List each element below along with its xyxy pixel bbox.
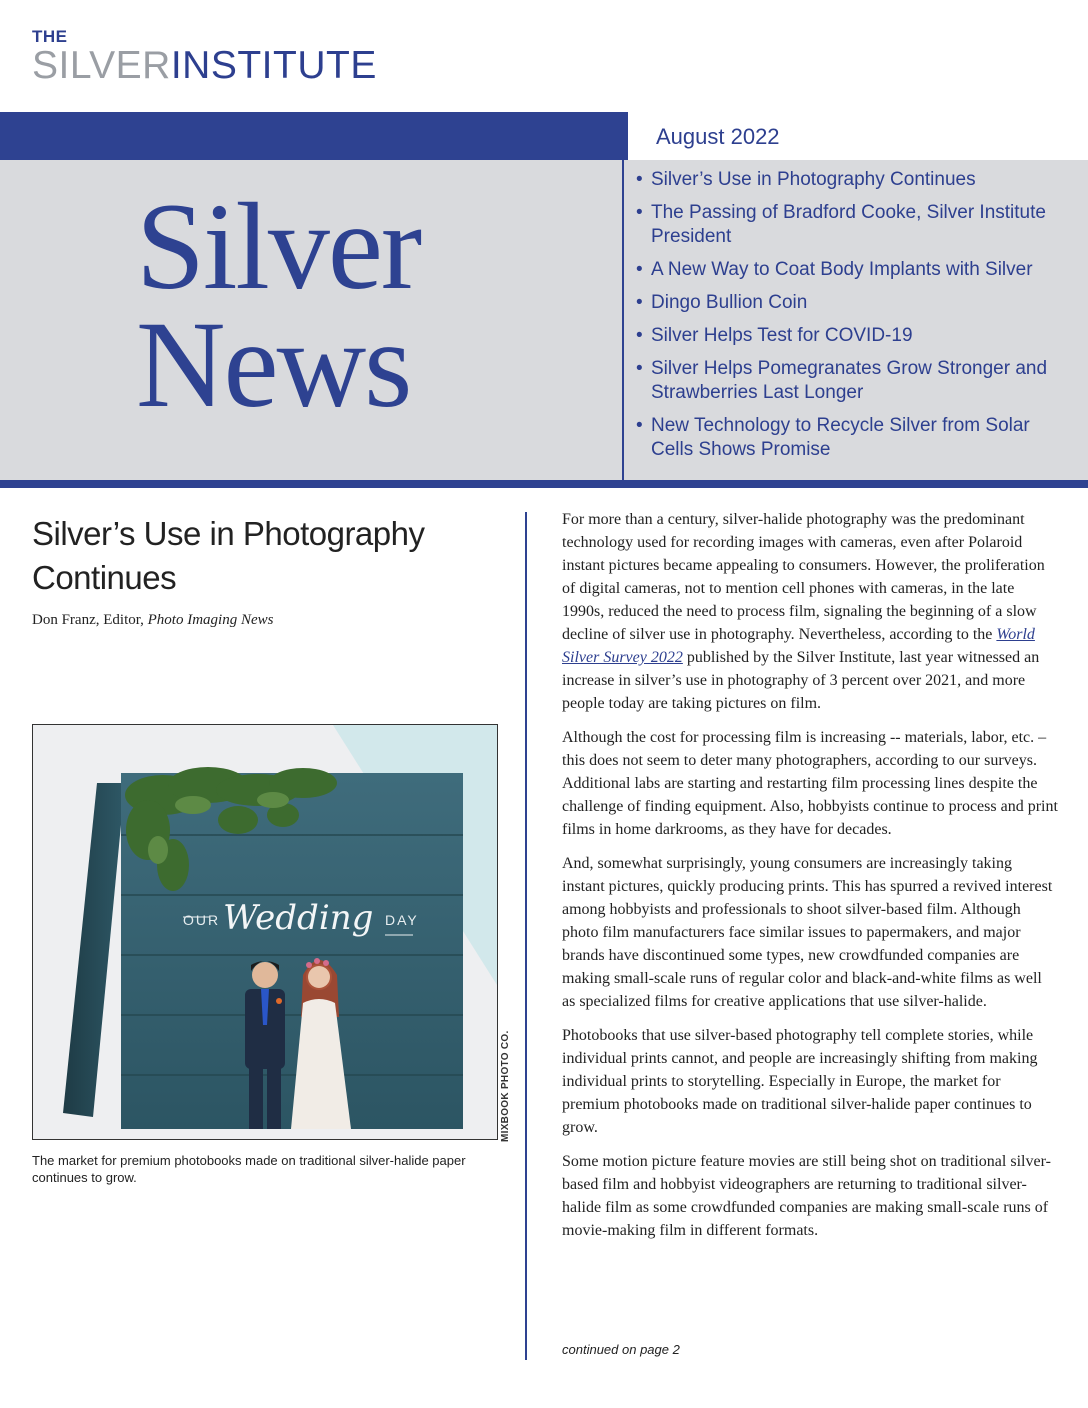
- logo-wordmark: [32, 46, 377, 86]
- issue-date: August 2022: [656, 124, 780, 149]
- toc-item-label: A New Way to Coat Body Implants with Silver: [651, 259, 1033, 280]
- bullet-icon: •: [636, 202, 643, 223]
- masthead-line-2: News: [136, 296, 411, 433]
- toc-item-label: Dingo Bullion Coin: [651, 292, 808, 313]
- masthead-divider: [622, 160, 624, 480]
- photo-credit: MIXBOOK PHOTO CO.: [500, 1030, 511, 1142]
- silver-institute-logo: [32, 28, 377, 86]
- photo-caption: The market for premium photobooks made on traditional silver-halide paper continues to grow.: [32, 1153, 466, 1185]
- toc-item-label: The Passing of Bradford Cooke, Silver Institute President: [651, 202, 1046, 247]
- article-paragraph: Photobooks that use silver-based photography tell complete stories, while individual prints cannot, and people are increasingly shifting from making individual prints to storytelling. Especially in Europe, the market for premium photobooks made on traditional silver-halide paper continues to grow.: [562, 1027, 1038, 1136]
- toc-item-label: Silver’s Use in Photography Continues: [651, 169, 976, 190]
- paragraph-text: published by the Silver Institute, last year witnessed an increase in silver’s use in photography of 3 percent over 2021, and more people today are taking pictures on film.: [562, 649, 1040, 712]
- byline-name: Don Franz, Editor,: [32, 612, 148, 628]
- bullet-icon: •: [636, 259, 643, 280]
- bullet-icon: •: [636, 415, 643, 436]
- toc-item[interactable]: [636, 414, 1056, 462]
- article-body: [562, 508, 1058, 1253]
- article-headline: Silver’s Use in Photography Continues: [32, 515, 425, 596]
- article-paragraph: Some motion picture feature movies are still being shot on traditional silver-based film and hobbyist videographers are returning to traditional silver-halide film as some crowdfunded companies are making small-scale runs of movie-making film in different formats.: [562, 1153, 1051, 1239]
- article-byline: [32, 612, 273, 629]
- toc-item[interactable]: [636, 357, 1056, 405]
- toc-item-label: Silver Helps Pomegranates Grow Stronger and Strawberries Last Longer: [651, 358, 1048, 403]
- table-of-contents: [636, 168, 1056, 471]
- toc-item[interactable]: [636, 324, 1056, 348]
- issue-date-accent: [622, 112, 628, 160]
- continued-note[interactable]: continued on page 2: [562, 1342, 680, 1357]
- logo-institute: INSTITUTE: [170, 44, 377, 87]
- world-silver-survey-link[interactable]: World Silver Survey 2022: [562, 626, 1035, 666]
- logo-the: THE: [32, 27, 68, 46]
- article-paragraph: And, somewhat surprisingly, young consumers are increasingly taking instant pictures, quickly producing prints. This has spurred a revived interest among hobbyists and professionals to shoot silver-based film. Although photo film manufacturers face similar issues to papermakers, and major brands have discontinued some types, new crowdfunded companies are making small-scale runs of regular color and black-and-white films as well as specialized films for creative applications that use silver-halide.: [562, 855, 1053, 1010]
- bullet-icon: •: [636, 292, 643, 313]
- header-bottom-rule: [0, 480, 1088, 488]
- masthead-title: [136, 178, 421, 433]
- photobook-photo: [32, 724, 498, 1140]
- photobook-day-text: DAY: [385, 912, 419, 928]
- toc-item[interactable]: [636, 258, 1056, 282]
- paragraph-text: For more than a century, silver-halide photography was the predominant technology used for recording images with cameras, even after Polaroid instant pictures became appealing to consumers. However, the proliferation of digital cameras, not to mention cell phones with cameras, in the late 1990s, reduced the need to process film, signaling the beginning of a slow decline of silver use in photography. Nevertheless, according to the: [562, 511, 1045, 643]
- toc-item-label: New Technology to Recycle Silver from Solar Cells Shows Promise: [651, 415, 1030, 460]
- photobook-wedding-text: Wedding: [223, 898, 374, 938]
- bullet-icon: •: [636, 325, 643, 346]
- column-divider: [525, 512, 527, 1360]
- bullet-icon: •: [636, 358, 643, 379]
- toc-item[interactable]: [636, 291, 1056, 315]
- photobook-illustration: [33, 725, 497, 1139]
- masthead-line-1: Silver: [136, 178, 421, 315]
- article-paragraph: [562, 508, 1058, 715]
- byline-publication: Photo Imaging News: [147, 612, 274, 628]
- logo-silver: SILVER: [32, 44, 171, 87]
- toc-item[interactable]: [636, 168, 1056, 192]
- toc-item-label: Silver Helps Test for COVID-19: [651, 325, 913, 346]
- bullet-icon: •: [636, 169, 643, 190]
- article-paragraph: Although the cost for processing film is increasing -- materials, labor, etc. – this does not seem to deter many photographers, according to our surveys. Additional labs are starting and restarting film processing lines despite the challenge of finding equipment. Also, hobbyists continue to process and print films in home darkrooms, as they have for decades.: [562, 729, 1058, 838]
- toc-item[interactable]: [636, 201, 1056, 249]
- photobook-our-text: OUR: [183, 912, 221, 928]
